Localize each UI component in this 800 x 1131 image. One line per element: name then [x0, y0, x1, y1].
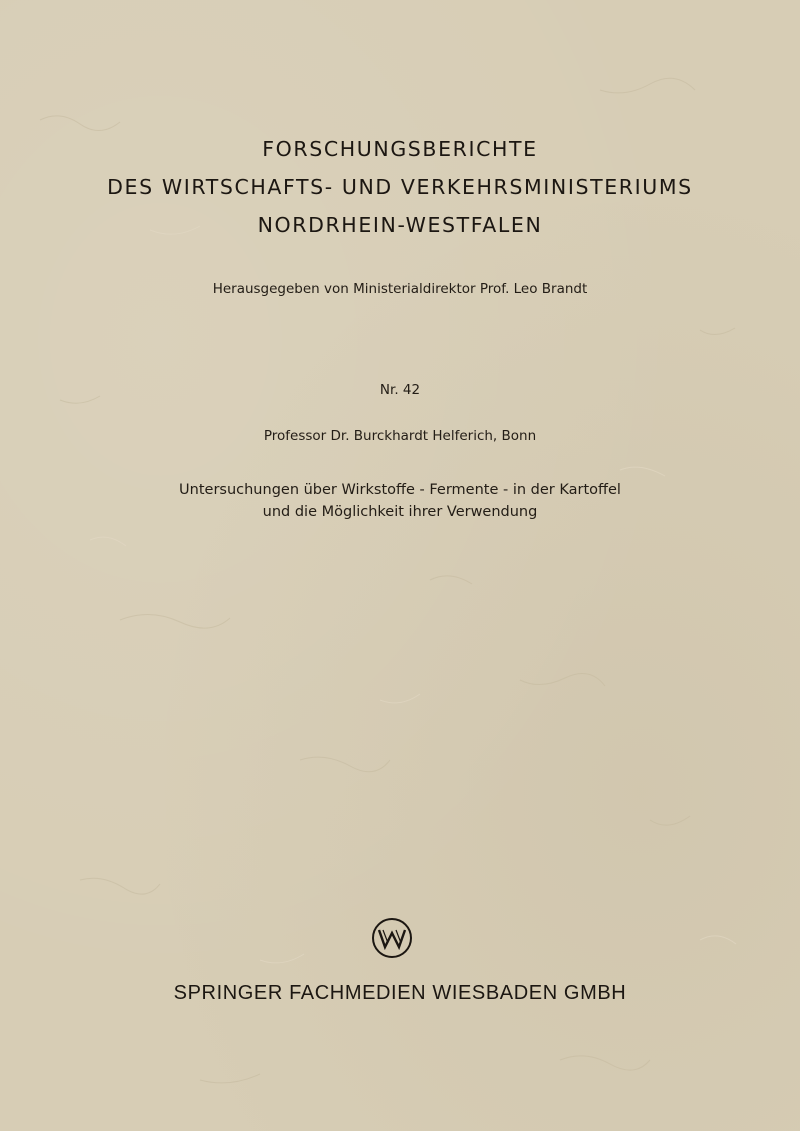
author-line: Professor Dr. Burckhardt Helferich, Bonn [263, 428, 537, 444]
springer-logo-icon [370, 916, 414, 960]
editor-line: Herausgegeben von Ministerialdirektor Prof. Leo Brandt [212, 281, 588, 297]
series-title-line-1: FORSCHUNGSBERICHTE [262, 137, 538, 161]
publisher-name: SPRINGER FACHMEDIEN WIESBADEN GMBH [173, 982, 627, 1004]
series-title-line-2: DES WIRTSCHAFTS- UND VERKEHRSMINISTERIUMS [107, 175, 693, 199]
report-title-line-2: und die Möglichkeit ihrer Verwendung [262, 504, 538, 520]
series-title-line-3: NORDRHEIN-WESTFALEN [257, 213, 543, 237]
report-title-line-1: Untersuchungen über Wirkstoffe - Fermente - in der Kartoffel [179, 482, 621, 498]
report-number: Nr. 42 [379, 382, 421, 398]
